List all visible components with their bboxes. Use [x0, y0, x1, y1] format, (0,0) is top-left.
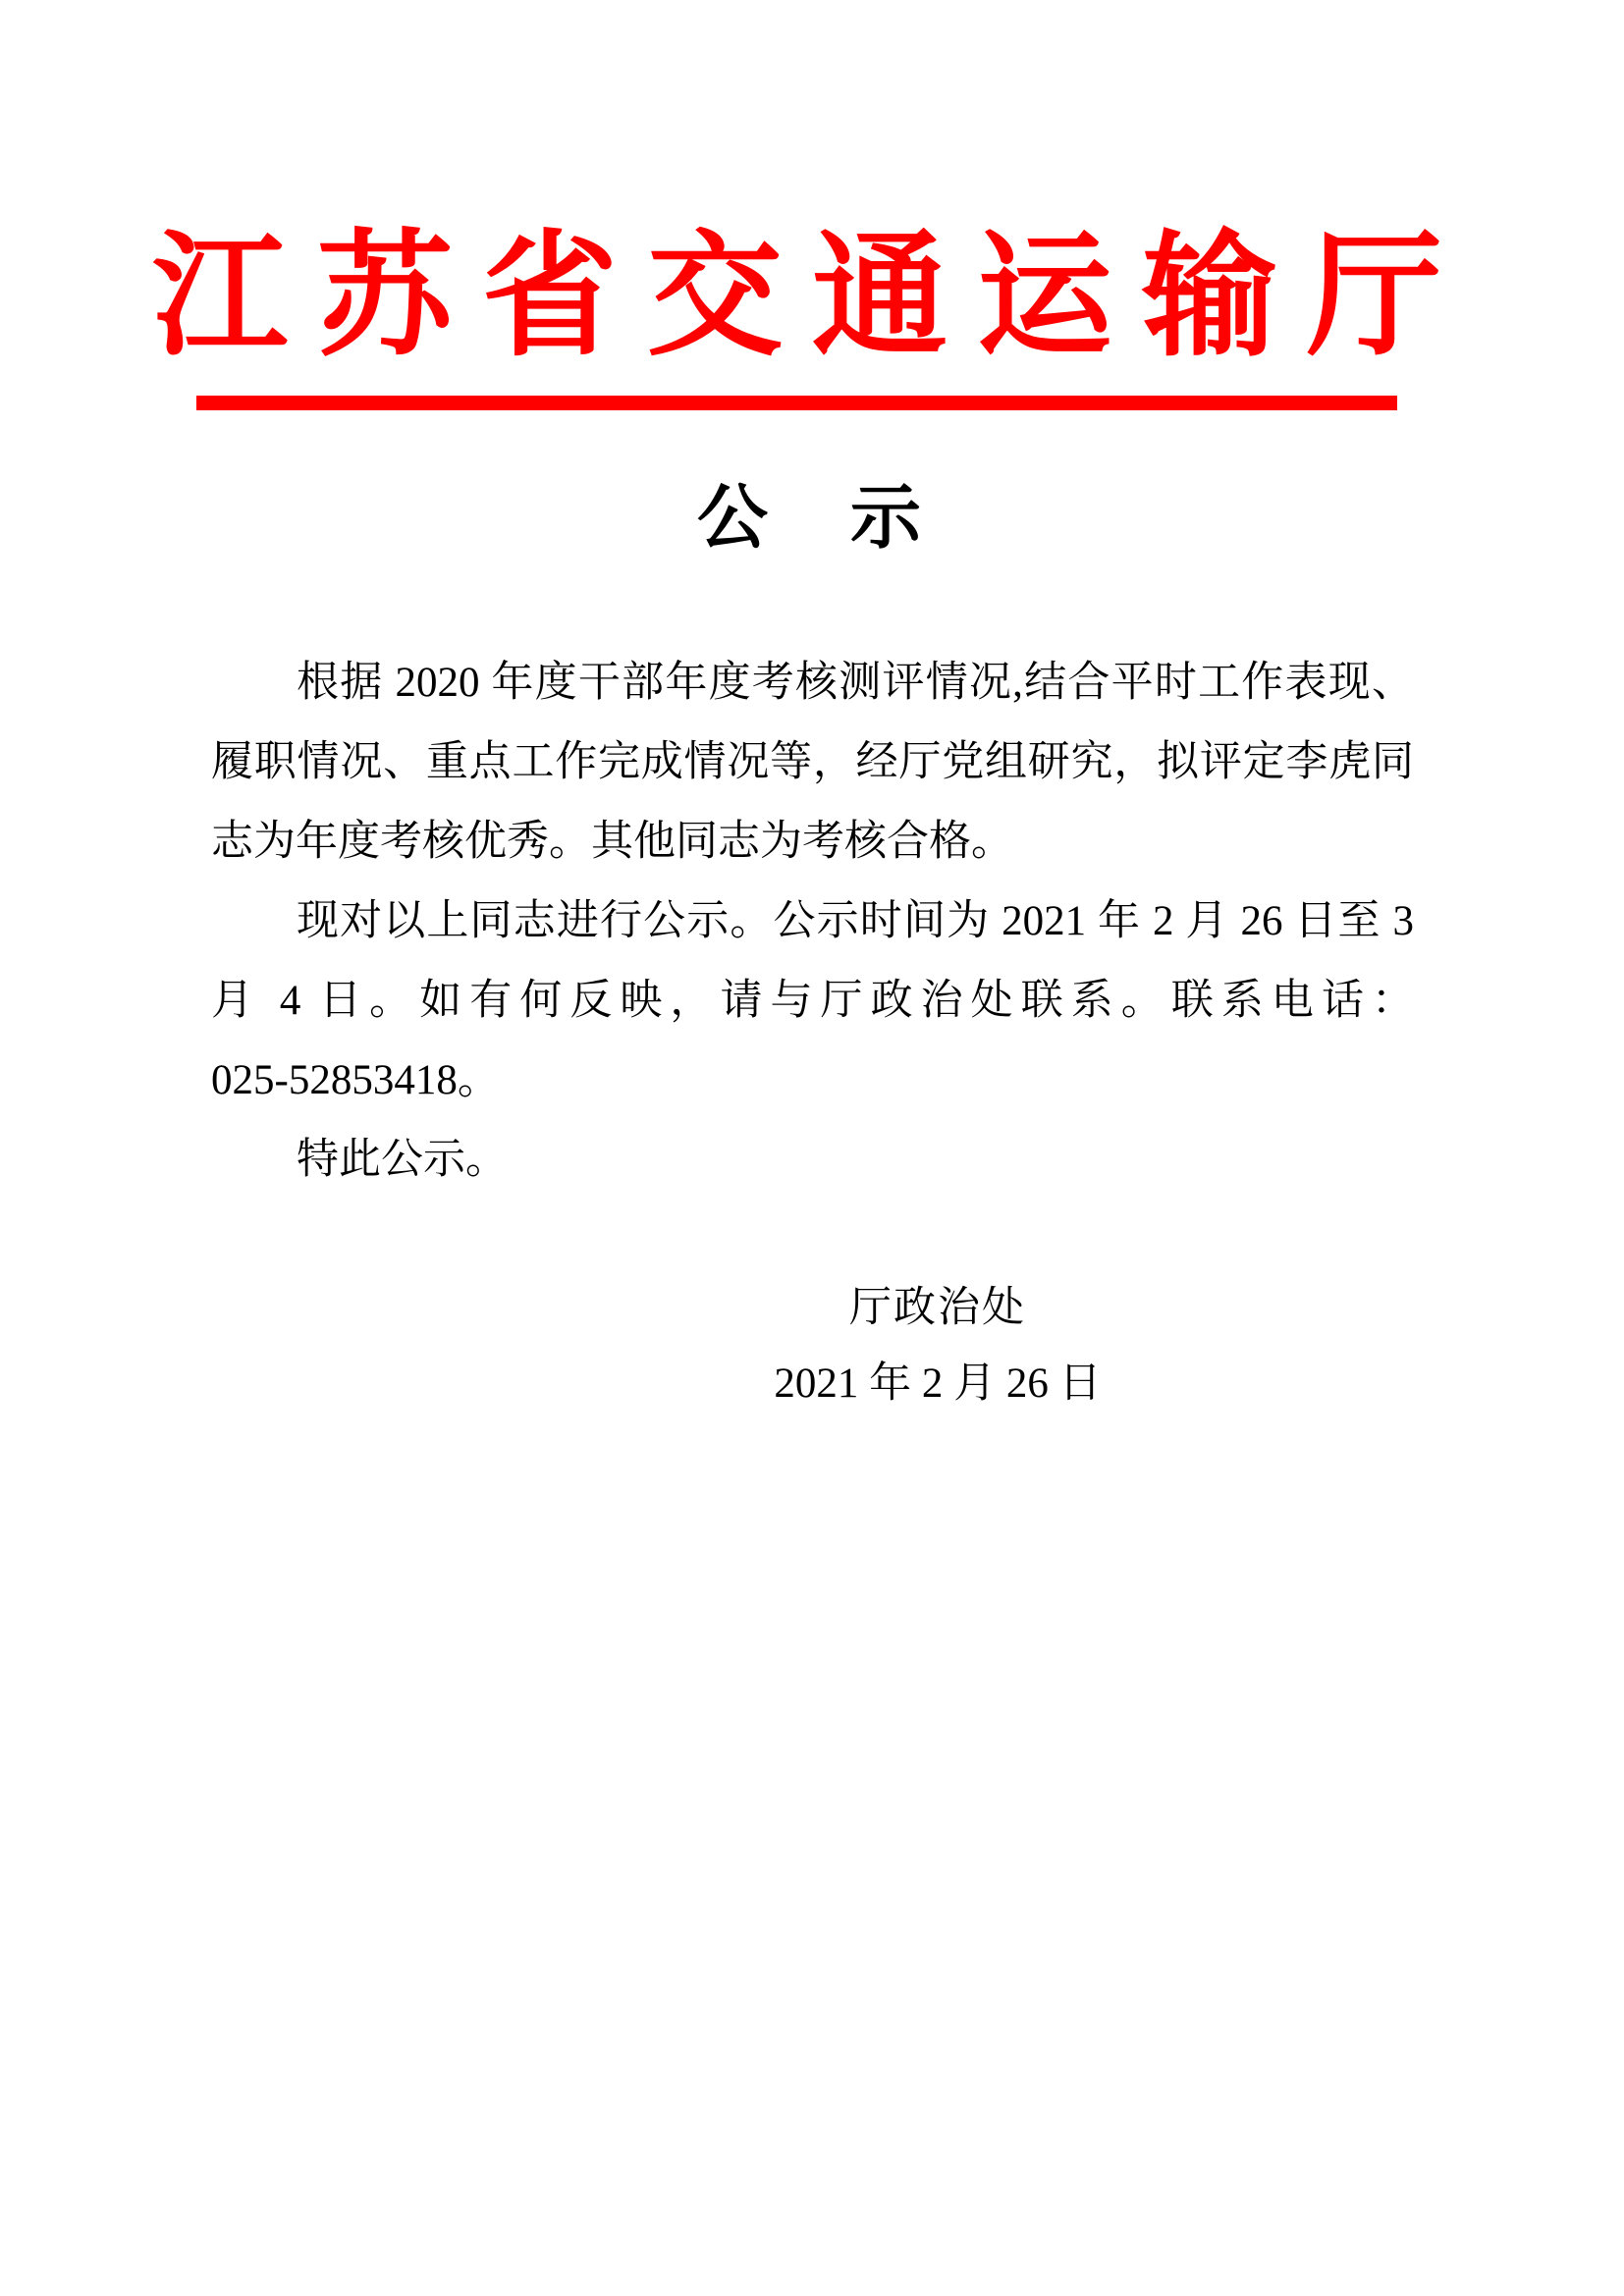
body-line: 志为年度考核优秀。其他同志为考核合格。	[211, 819, 1013, 865]
signature-date: 2021 年 2 月 26 日	[774, 1361, 1102, 1407]
header-divider-rule	[196, 396, 1397, 410]
body-line: 025-52853418。	[211, 1057, 500, 1103]
signature-department: 厅政治处	[849, 1285, 1026, 1331]
body-line: 月 4 日。如有何反映，请与厅政治处联系。联系电话：	[211, 978, 1414, 1024]
body-line: 现对以上同志进行公示。公示时间为 2021 年 2 月 26 日至 3	[297, 898, 1414, 944]
body-text	[211, 643, 1414, 1200]
body-line: 特此公示。	[297, 1137, 508, 1183]
document-title: 公 示	[696, 479, 927, 558]
body-line: 根据 2020 年度干部年度考核测评情况,结合平时工作表现、	[297, 660, 1414, 706]
body-line: 履职情况、重点工作完成情况等，经厅党组研究，拟评定李虎同	[211, 739, 1414, 785]
org-name-heading: 江苏省交通运输厅	[151, 222, 1472, 372]
